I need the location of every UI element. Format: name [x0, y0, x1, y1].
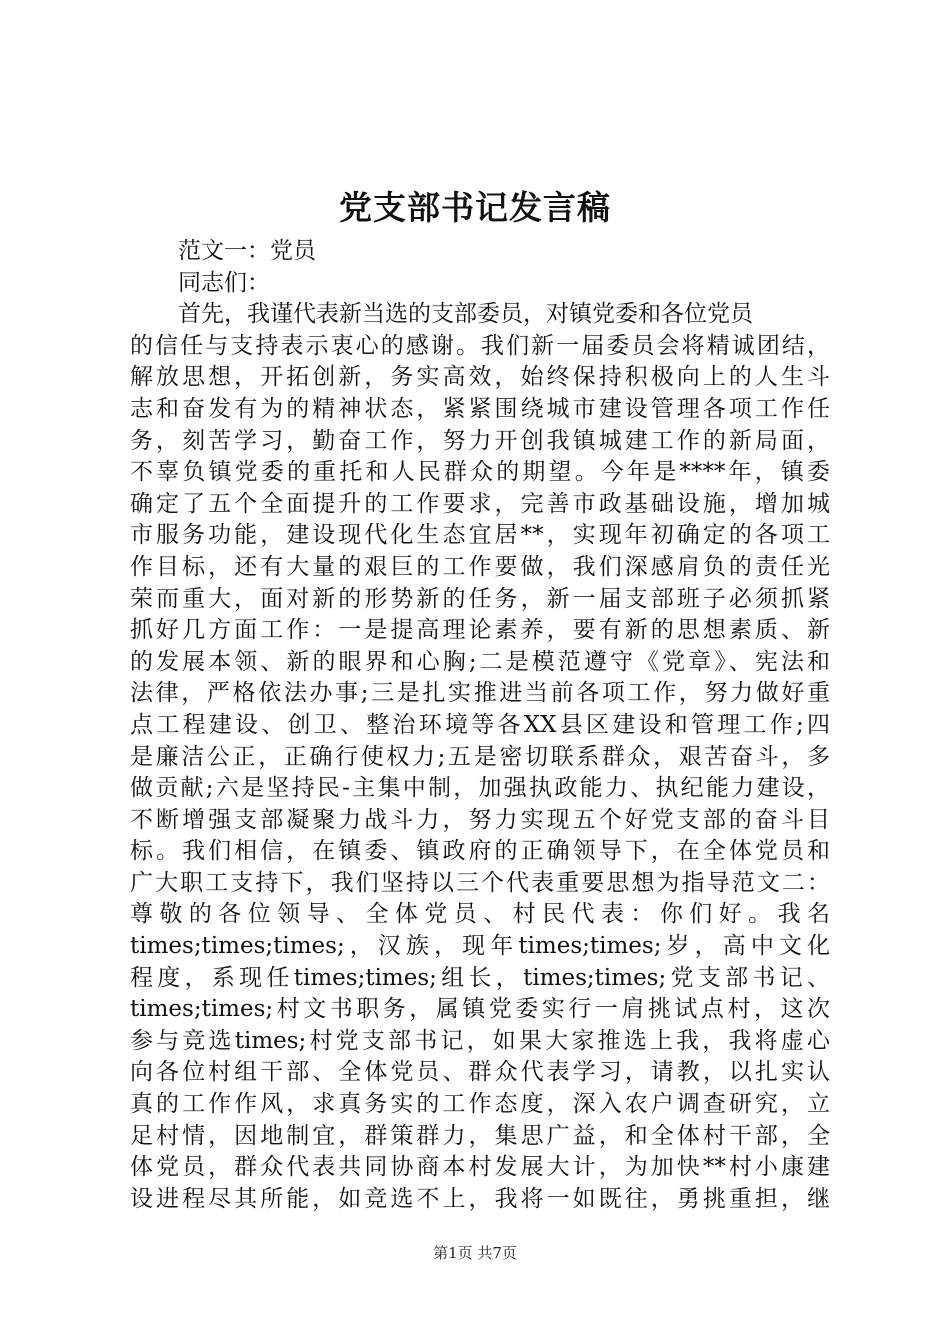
text-line: 设进程尽其所能，如竞选不上，我将一如既往，勇挑重担，继: [130, 1185, 830, 1212]
text-line: 务，刻苦学习，勤奋工作，努力开创我镇城建工作的新局面，: [130, 427, 830, 454]
text-line: 法律，严格依法办事;三是扎实推进当前各项工作，努力做好重: [130, 680, 830, 707]
text-line: times;times;村文书职务，属镇党委实行一肩挑试点村，这次: [130, 996, 830, 1023]
text-line: 首先，我谨代表新当选的支部委员，对镇党委和各位党员: [178, 301, 753, 328]
text-line: 点工程建设、创卫、整治环境等各XX县区建设和管理工作;四: [130, 711, 830, 738]
text-line: 真的工作作风，求真务实的工作态度，深入农户调查研究，立: [130, 1091, 830, 1118]
text-line: 同志们：: [178, 269, 270, 296]
document-body: [130, 236, 830, 1215]
text-line: 参与竞选times;村党支部书记，如果大家推选上我，我将虚心: [130, 1027, 830, 1054]
text-line: 抓好几方面工作：一是提高理论素养，要有新的思想素质、新: [130, 617, 830, 644]
text-line: times;times;times;，汉族，现年times;times;岁，高中文化: [130, 933, 830, 960]
text-line: 范文一：党员: [178, 238, 316, 264]
text-line: 志和奋发有为的精神状态，紧紧围绕城市建设管理各项工作任: [130, 395, 830, 422]
text-line: 广大职工支持下，我们坚持以三个代表重要思想为指导范文二：: [130, 869, 830, 896]
text-line: 的发展本领、新的眼界和心胸;二是模范遵守《党章》、宪法和: [130, 648, 830, 675]
text-line: 标。我们相信，在镇委、镇政府的正确领导下，在全体党员和: [130, 838, 830, 865]
text-line: 尊敬的各位领导、全体党员、村民代表：你们好。我名: [130, 901, 830, 928]
text-line: 程度，系现任times;times;组长，times;times;党支部书记、: [130, 964, 830, 991]
text-line: 确定了五个全面提升的工作要求，完善市政基础设施，增加城: [130, 490, 830, 517]
text-line: 市服务功能，建设现代化生态宜居**，实现年初确定的各项工: [130, 522, 830, 549]
document-title: 党支部书记发言稿: [339, 188, 611, 227]
text-line: 的信任与支持表示衷心的感谢。我们新一届委员会将精诚团结，: [130, 332, 830, 359]
text-line: 作目标，还有大量的艰巨的工作要做，我们深感肩负的责任光: [130, 553, 830, 580]
text-line: 向各位村组干部、全体党员、群众代表学习，请教，以扎实认: [130, 1059, 830, 1086]
text-line: 不辜负镇党委的重托和人民群众的期望。今年是****年，镇委: [130, 459, 830, 486]
text-line: 荣而重大，面对新的形势新的任务，新一届支部班子必须抓紧: [130, 585, 830, 612]
text-line: 是廉洁公正，正确行使权力;五是密切联系群众，艰苦奋斗，多: [130, 743, 830, 770]
text-line: 做贡献;六是坚持民-主集中制，加强执政能力、执纪能力建设，: [130, 775, 830, 802]
text-line: 不断增强支部凝聚力战斗力，努力实现五个好党支部的奋斗目: [130, 806, 830, 833]
text-line: 足村情，因地制宜，群策群力，集思广益，和全体村干部，全: [130, 1122, 830, 1149]
page-footer: 第1页 共7页: [433, 1244, 517, 1262]
text-line: 体党员，群众代表共同协商本村发展大计，为加快**村小康建: [130, 1154, 830, 1181]
text-line: 解放思想，开拓创新，务实高效，始终保持积极向上的人生斗: [130, 364, 830, 391]
